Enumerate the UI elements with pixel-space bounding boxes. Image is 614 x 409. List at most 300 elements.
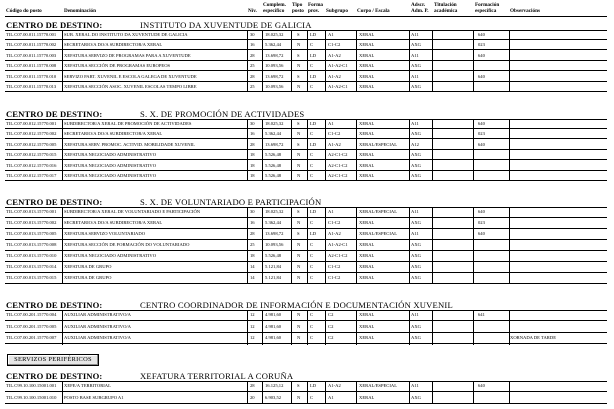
cell-forma: LD (310, 73, 317, 79)
cell-sub: A1 (328, 209, 334, 214)
cell-comp: 13.698,72 (265, 52, 284, 58)
cell-forma: LD (310, 32, 317, 37)
col-header-formacion: Formación específica (475, 2, 500, 14)
row-rule (5, 403, 607, 404)
cell-tipo: S (297, 121, 300, 126)
column-rule (247, 310, 248, 345)
row-rule (5, 272, 607, 273)
column-rule (291, 207, 292, 284)
column-rule (432, 207, 433, 284)
row-rule (5, 250, 607, 251)
column-rule (473, 119, 474, 181)
cell-tipo: N (297, 394, 301, 400)
cell-form: 023 (478, 131, 485, 137)
cell-codigo: TIL.C07.00.012.15770.015 (6, 152, 57, 158)
cell-comp: 4.981,60 (265, 312, 282, 317)
cell-corpo: XERAL (359, 42, 375, 48)
section-label: CENTRO DE DESTINO: (6, 300, 103, 310)
cell-corpo: XERAL (359, 84, 375, 89)
cell-adscr: AXG (411, 131, 421, 137)
column-rule (325, 310, 326, 345)
column-rule (62, 381, 63, 404)
cell-sub: C2 (328, 323, 334, 329)
column-rule (473, 207, 474, 284)
cell-comp: 18.025,32 (265, 209, 284, 214)
cell-denom: AUXILIAR ADMINISTRATIVO/A (64, 335, 131, 341)
cell-corpo: XERAL (359, 121, 375, 126)
cell-forma: C (310, 242, 314, 247)
cell-nivel: 12 (250, 335, 255, 341)
cell-comp: 5.362,44 (265, 42, 282, 48)
cell-nivel: 30 (250, 121, 255, 126)
column-rule (325, 30, 326, 92)
column-rule (62, 310, 63, 345)
cell-codigo: TIL.C07.00.012.15770.016 (6, 162, 57, 168)
cell-comp: 16.125,12 (265, 383, 284, 388)
cell-codigo: TIL.C07.00.011.15770.013 (6, 84, 57, 89)
column-rule (262, 381, 263, 404)
section-label: CENTRO DE DESTINO: (6, 197, 103, 207)
cell-codigo: TIL.C99.10.100.15001.001 (6, 383, 57, 388)
cell-nivel: 25 (250, 63, 255, 69)
cell-corpo: XERAL (359, 63, 375, 69)
cell-tipo: N (297, 152, 301, 158)
column-rule (262, 207, 263, 284)
cell-adscr: AXG (411, 253, 421, 258)
row-rule (5, 239, 607, 240)
column-rule (62, 119, 63, 181)
cell-tipo: S (297, 383, 300, 388)
column-rule (409, 119, 410, 181)
cell-adscr: AXG (411, 42, 421, 48)
row-rule (5, 217, 607, 218)
cell-sub: A2-C1-C2 (328, 173, 348, 178)
cell-corpo: XERAL (359, 253, 375, 258)
cell-codigo: TIL.C07.00.011.15770.010 (6, 73, 57, 79)
cell-forma: C (310, 253, 314, 258)
cell-denom: XEFATURA NEGOCIADO ADMINISTRATIVO (64, 253, 157, 258)
row-rule (5, 60, 607, 61)
cell-comp: 10.093,56 (265, 242, 284, 247)
row-rule (5, 228, 607, 229)
cell-adscr: A11 (411, 231, 419, 236)
cell-nivel: 28 (250, 231, 255, 236)
cell-comp: 18.025,32 (265, 32, 284, 37)
column-rule (356, 30, 357, 92)
column-rule (307, 119, 308, 181)
section-rule (5, 310, 607, 311)
column-rule (262, 30, 263, 92)
row-rule (5, 128, 607, 129)
col-header-forma: Forma prov. (308, 2, 323, 14)
cell-sub: A1-A2-C1 (328, 63, 348, 69)
column-rule (473, 30, 474, 92)
row-rule (5, 39, 607, 40)
col-header-corpo: Corpo / Escala (357, 8, 390, 14)
cell-forma: C (310, 42, 314, 48)
cell-nivel: 16 (250, 131, 255, 137)
row-rule (5, 81, 607, 82)
cell-codigo: TIL.C07.00.013.15770.002 (6, 220, 57, 225)
cell-adscr: AXG (411, 323, 421, 329)
cell-adscr: AXG (411, 152, 421, 158)
row-rule (5, 261, 607, 262)
cell-denom: SUBDIRECTOR/A XERAL DE PROMOCIÓN DE ACTIVIDADES (64, 121, 192, 126)
cell-sub: C1-C2 (328, 220, 341, 225)
column-rule (307, 207, 308, 284)
cell-form: 640 (478, 73, 485, 79)
cell-form: 640 (478, 209, 485, 214)
column-rule (307, 381, 308, 404)
cell-tipo: N (297, 242, 301, 247)
cell-comp: 4.981,60 (265, 323, 282, 329)
cell-nivel: 25 (250, 84, 255, 89)
cell-denom: XEFATURA SECCIÓN DE PROGRAMAS EUROPEOS (64, 63, 171, 69)
cell-sub: A1-A2-C1 (328, 242, 348, 247)
cell-sub: A1 (328, 394, 334, 400)
cell-sub: A1-A2 (328, 231, 341, 236)
cell-nivel: 12 (250, 312, 255, 317)
cell-comp: 5.362,44 (265, 220, 282, 225)
section-title: INSTITUTO DA XUVENTUDE DE GALICIA (140, 20, 312, 30)
cell-forma: C (310, 275, 314, 280)
cell-nivel: 12 (250, 323, 255, 329)
cell-forma: LD (310, 121, 317, 126)
cell-denom: XEFATURA NEGOCIADO ADMINISTRATIVO (64, 152, 157, 158)
cell-comp: 5.121,84 (265, 275, 282, 280)
cell-codigo: TIL.C07.00.011.15770.001 (6, 32, 57, 37)
cell-nivel: 18 (250, 162, 255, 168)
cell-form: 023 (478, 42, 485, 48)
cell-tipo: N (297, 84, 301, 89)
cell-comp: 13.698,72 (265, 141, 284, 147)
column-rule (307, 30, 308, 92)
cell-sub: A1-A2 (328, 383, 341, 388)
column-rule (432, 310, 433, 345)
column-rule (291, 310, 292, 345)
cell-tipo: S (297, 141, 300, 147)
cell-sub: C2 (328, 335, 334, 341)
column-rule (262, 310, 263, 345)
cell-denom: SUB. XERAL DO INSTITUTO DA XUVENTUDE DE GALICIA (64, 32, 188, 37)
cell-corpo: XERAL (359, 275, 375, 280)
cell-forma: C (310, 312, 314, 317)
cell-nivel: 18 (250, 152, 255, 158)
cell-sub: A2-C1-C2 (328, 162, 348, 168)
col-header-nivel: Nív. (248, 8, 257, 14)
cell-tipo: N (297, 173, 301, 178)
cell-comp: 13.698,72 (265, 73, 284, 79)
cell-tipo: N (297, 323, 301, 329)
cell-sub: A1-A2 (328, 73, 341, 79)
cell-sub: A1-A2 (328, 141, 341, 147)
cell-comp: 5.121,84 (265, 264, 282, 269)
column-rule (325, 381, 326, 404)
column-rule (409, 381, 410, 404)
column-rule (509, 30, 510, 92)
col-header-codigo: Código do posto (6, 8, 42, 14)
cell-forma: C (310, 152, 314, 158)
cell-sub: A1-A2-C1 (328, 84, 348, 89)
column-rule (356, 381, 357, 404)
cell-corpo: XERAL (359, 52, 375, 58)
cell-codigo: TIL.C07.00.011.15770.003 (6, 52, 57, 58)
cell-sub: A1 (328, 32, 334, 37)
cell-forma: C (310, 84, 314, 89)
cell-tipo: S (297, 52, 300, 58)
cell-tipo: N (297, 131, 301, 137)
cell-codigo: TIL.C07.00.201.15770.007 (6, 335, 57, 341)
cell-nivel: 18 (250, 253, 255, 258)
cell-form: 640 (478, 383, 485, 388)
section-title: S. X. DE VOLUNTARIADO E PARTICIPACIÓN (140, 197, 322, 207)
column-rule (509, 119, 510, 181)
cell-nivel: 28 (250, 73, 255, 79)
row-rule (5, 149, 607, 150)
cell-forma: C (310, 162, 314, 168)
cell-denom: XEFATURA DE GRUPO (64, 275, 112, 280)
cell-denom: SERVIZO PART. XUVENIL E ESCOLA GALEGA DE XUVENTUDE (64, 73, 197, 79)
cell-nivel: 30 (250, 209, 255, 214)
cell-nivel: 28 (250, 141, 255, 147)
column-rule (409, 30, 410, 92)
cell-corpo: XERAL/ESPECIAL (359, 231, 398, 236)
cell-codigo: TIL.C07.00.011.15770.002 (6, 42, 57, 48)
cell-adscr: AXG (411, 335, 421, 341)
cell-forma: LD (310, 383, 317, 388)
column-rule (247, 207, 248, 284)
cell-denom: XEFATURA SERVIZO DE PROGRAMAS PARA A XUVENTUDE (64, 52, 191, 58)
cell-corpo: XERAL (359, 264, 375, 269)
cell-corpo: XERAL (359, 394, 375, 400)
cell-codigo: TIL.C07.00.013.15770.005 (6, 231, 57, 236)
cell-tipo: N (297, 63, 301, 69)
cell-tipo: N (297, 275, 301, 280)
cell-form: 023 (478, 220, 485, 225)
section-label: CENTRO DE DESTINO: (6, 371, 103, 381)
row-rule (5, 343, 607, 344)
cell-form: 640 (478, 141, 485, 147)
cell-sub: A2-C1-C2 (328, 253, 348, 258)
column-rule (291, 30, 292, 92)
cell-forma: C (310, 131, 314, 137)
cell-sub: C1-C2 (328, 275, 341, 280)
cell-sub: A2-C1-C2 (328, 152, 348, 158)
row-rule (5, 332, 607, 333)
column-rule (356, 207, 357, 284)
section-rule (5, 30, 607, 31)
column-rule (247, 30, 248, 92)
cell-comp: 5.362,44 (265, 131, 282, 137)
cell-adscr: AXG (411, 220, 421, 225)
cell-nivel: 14 (250, 275, 255, 280)
cell-adscr: A11 (411, 52, 419, 58)
cell-tipo: N (297, 162, 301, 168)
col-header-complemento: Complem. específico (263, 2, 286, 14)
cell-sub: C1-C2 (328, 131, 341, 137)
cell-corpo: XERAL (359, 312, 375, 317)
cell-corpo: XERAL (359, 152, 375, 158)
cell-forma: LD (310, 209, 317, 214)
section-rule (5, 119, 607, 120)
cell-nivel: 16 (250, 220, 255, 225)
cell-denom: XEFATURA DE GRUPO (64, 264, 112, 269)
column-rule (247, 119, 248, 181)
cell-denom: XEFATURA SERVIZO VOLUNTARIADO (64, 231, 146, 236)
cell-adscr: AXG (411, 394, 421, 400)
cell-denom: AUXILIAR ADMINISTRATIVO/A (64, 323, 131, 329)
cell-adscr: AXG (411, 63, 421, 69)
cell-denom: XEFATURA SECCIÓN ASOC. XUVENIL ESCOLAS TEMPO LIBRE (64, 84, 197, 89)
cell-forma: C (310, 323, 314, 329)
section-label: CENTRO DE DESTINO: (6, 20, 103, 30)
section-label: CENTRO DE DESTINO: (6, 109, 103, 119)
cell-corpo: XERAL/ESPECIAL (359, 383, 398, 388)
cell-comp: 10.093,56 (265, 63, 284, 69)
cell-comp: 10.093,56 (265, 84, 284, 89)
cell-nivel: 28 (250, 52, 255, 58)
cell-codigo: TIL.C07.00.201.15770.004 (6, 312, 57, 317)
row-rule (5, 180, 607, 181)
cell-comp: 13.698,72 (265, 231, 284, 236)
cell-tipo: N (297, 253, 301, 258)
column-rule (432, 119, 433, 181)
cell-adscr: A11 (411, 383, 419, 388)
cell-adscr: AXG (411, 162, 421, 168)
row-rule (5, 320, 607, 321)
cell-adscr: AXG (411, 84, 421, 89)
cell-nivel: 20 (250, 394, 255, 400)
cell-denom: XEFATURA NEGOCIADO ADMINISTRATIVO (64, 173, 157, 178)
cell-codigo: TIL.C07.00.012.15770.002 (6, 131, 57, 137)
cell-corpo: XERAL (359, 335, 375, 341)
cell-obs: XORNADA DE TARDE (510, 335, 556, 341)
column-rule (509, 310, 510, 345)
cell-comp: 18.025,32 (265, 121, 284, 126)
cell-forma: LD (310, 52, 317, 58)
cell-codigo: TIL.C07.00.011.15770.008 (6, 63, 57, 69)
section-title: XEFATURA TERRITORIAL A CORUÑA (140, 371, 294, 381)
cell-codigo: TIL.C07.00.013.15770.008 (6, 242, 57, 247)
row-rule (5, 170, 607, 171)
cell-tipo: N (297, 220, 301, 225)
cell-forma: C (310, 63, 314, 69)
row-rule (5, 49, 607, 50)
column-rule (473, 381, 474, 404)
cell-tipo: N (297, 312, 301, 317)
cell-adscr: AXG (411, 275, 421, 280)
col-header-adscr: Adscr. Adm. P. (411, 2, 429, 14)
col-header-titulacion: Titulación académica (434, 2, 458, 14)
cell-sub: A1 (328, 121, 334, 126)
section-rule (5, 381, 607, 382)
cell-denom: POSTO BASE SUBGRUPO A1 (64, 394, 124, 400)
servizos-perifericos-button[interactable]: SERVIZOS PERIFÉRICOS (7, 354, 99, 366)
cell-adscr: A11 (411, 209, 419, 214)
section-title: S. X. DE PROMOCIÓN DE ACTIVIDADES (140, 109, 305, 119)
column-rule (432, 381, 433, 404)
cell-denom: SECRETARIO/A DO/A SUBDIRECTOR/A XERAL (64, 220, 163, 225)
cell-form: 640 (478, 52, 485, 58)
cell-nivel: 30 (250, 32, 255, 37)
cell-comp: 5.526,48 (265, 162, 282, 168)
cell-denom: AUXILIAR ADMINISTRATIVO/A (64, 312, 131, 317)
cell-sub: C2 (328, 312, 334, 317)
cell-codigo: TIL.C07.00.013.15770.001 (6, 209, 57, 214)
cell-corpo: XERAL (359, 220, 375, 225)
column-rule (409, 207, 410, 284)
cell-denom: XEFE/A TERRITORIAL (64, 383, 111, 388)
column-rule (509, 207, 510, 284)
col-header-observacions: Observacións (510, 8, 540, 14)
cell-form: 641 (478, 312, 485, 317)
cell-sub: A1-A2 (328, 52, 341, 58)
cell-forma: LD (310, 231, 317, 236)
cell-codigo: TIL.C07.00.013.15770.015 (6, 275, 57, 280)
cell-forma: LD (310, 141, 317, 147)
cell-forma: C (310, 264, 314, 269)
cell-adscr: A11 (411, 312, 419, 317)
cell-denom: XEFATURA NEGOCIADO ADMINISTRATIVO (64, 162, 157, 168)
cell-codigo: TIL.C99.10.100.15001.010 (6, 394, 57, 400)
cell-tipo: S (297, 73, 300, 79)
cell-adscr: AXG (411, 173, 421, 178)
cell-corpo: XERAL (359, 323, 375, 329)
column-rule (409, 310, 410, 345)
cell-form: 640 (478, 231, 485, 236)
row-rule (5, 283, 607, 284)
cell-forma: C (310, 220, 314, 225)
cell-denom: SUBDIRECTOR/A XERAL DE VOLUNTARIADO E PARTICIPACIÓN (64, 209, 201, 214)
cell-adscr: AXG (411, 242, 421, 247)
column-rule (356, 119, 357, 181)
column-rule (307, 310, 308, 345)
cell-denom: XEFATURA SECCIÓN DE FORMACIÓN DO VOLUNTARIADO (64, 242, 190, 247)
column-rule (356, 310, 357, 345)
cell-codigo: TIL.C07.00.013.15770.010 (6, 253, 57, 258)
cell-codigo: TIL.C07.00.012.15770.001 (6, 121, 57, 126)
cell-adscr: A11 (411, 32, 419, 37)
cell-form: 640 (478, 121, 485, 126)
column-rule (62, 30, 63, 92)
cell-comp: 5.526,48 (265, 173, 282, 178)
cell-adscr: A11 (411, 121, 419, 126)
cell-corpo: XERAL (359, 73, 375, 79)
column-rule (473, 310, 474, 345)
row-rule (5, 159, 607, 160)
row-rule (5, 91, 607, 92)
row-rule (5, 138, 607, 139)
cell-denom: SECRETARIO/A DO/A SUBDIRECTOR/A XERAL (64, 42, 163, 48)
cell-forma: C (310, 394, 314, 400)
cell-denom: XEFATURA SERV. PROMOC. ACTIVID. MOBILIDADE XUVENIL (64, 141, 195, 147)
cell-comp: 5.526,48 (265, 253, 282, 258)
cell-corpo: XERAL/ESPECIAL (359, 209, 398, 214)
cell-corpo: XERAL (359, 131, 375, 137)
column-rule (325, 207, 326, 284)
cell-codigo: TIL.C07.00.012.15770.005 (6, 141, 57, 147)
col-header-denominacion: Denominación (64, 8, 96, 14)
column-rule (62, 207, 63, 284)
cell-comp: 6.903,52 (265, 394, 282, 400)
cell-codigo: TIL.C07.00.012.15770.017 (6, 173, 57, 178)
cell-tipo: N (297, 264, 301, 269)
cell-corpo: XERAL (359, 32, 375, 37)
cell-forma: C (310, 335, 314, 341)
column-rule (291, 119, 292, 181)
cell-nivel: 14 (250, 264, 255, 269)
column-rule (247, 381, 248, 404)
